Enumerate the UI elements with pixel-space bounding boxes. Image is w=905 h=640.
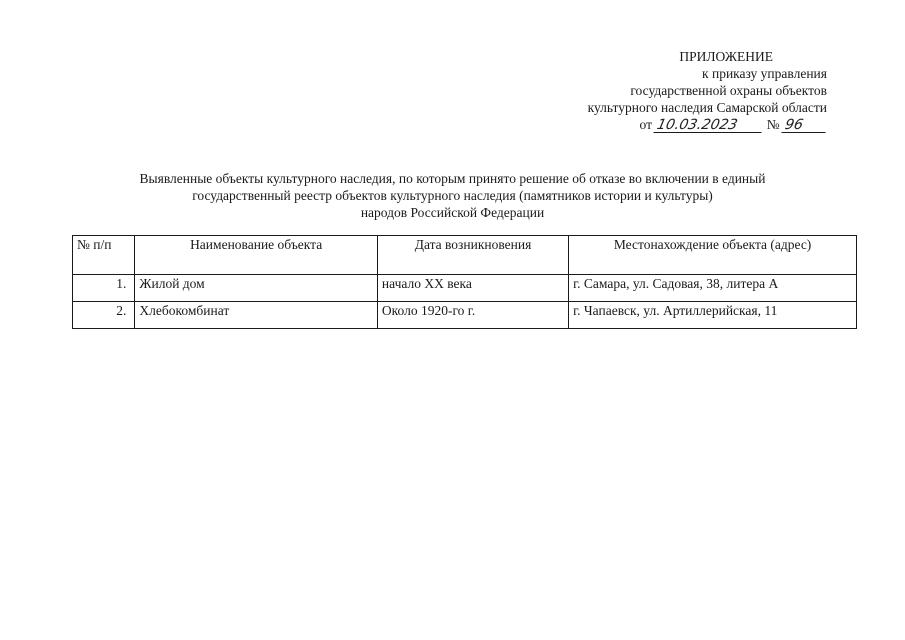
table-row	[73, 275, 857, 302]
order-number-handwritten: 96	[781, 118, 828, 133]
table-row	[73, 302, 857, 329]
header-address: Местонахождение объекта (адрес)	[569, 236, 857, 275]
document-heading	[60, 170, 845, 221]
cell-name: Жилой дом	[135, 275, 378, 302]
heading-line-2: государственный реестр объектов культурного наследия (памятников истории и культуры)	[192, 188, 713, 203]
number-prefix: №	[766, 117, 780, 132]
appendix-header	[527, 48, 827, 133]
order-date-number-line	[527, 116, 827, 133]
order-date-handwritten: 10.03.2023	[654, 118, 765, 133]
cell-number: 1.	[73, 275, 135, 302]
header-date: Дата возникновения	[377, 236, 568, 275]
cell-number: 2.	[73, 302, 135, 329]
cell-name: Хлебокомбинат	[135, 302, 378, 329]
cell-date: начало ХХ века	[377, 275, 568, 302]
appendix-title: ПРИЛОЖЕНИЕ	[679, 49, 773, 64]
objects-table	[72, 235, 857, 329]
table-header-row	[73, 236, 857, 275]
appendix-line-authority: государственной охраны объектов	[630, 83, 827, 98]
date-prefix: от	[639, 117, 652, 132]
appendix-line-order: к приказу управления	[702, 66, 827, 81]
header-name: Наименование объекта	[135, 236, 378, 275]
cell-address: г. Чапаевск, ул. Артиллерийская, 11	[569, 302, 857, 329]
appendix-line-region: культурного наследия Самарской области	[587, 100, 827, 115]
cell-date: Около 1920-го г.	[377, 302, 568, 329]
heading-line-1: Выявленные объекты культурного наследия, по которым принято решение об отказе во включении в единый	[139, 171, 766, 186]
cell-address: г. Самара, ул. Садовая, 38, литера А	[569, 275, 857, 302]
heading-line-3: народов Российской Федерации	[360, 205, 545, 220]
header-number: № п/п	[73, 236, 135, 275]
